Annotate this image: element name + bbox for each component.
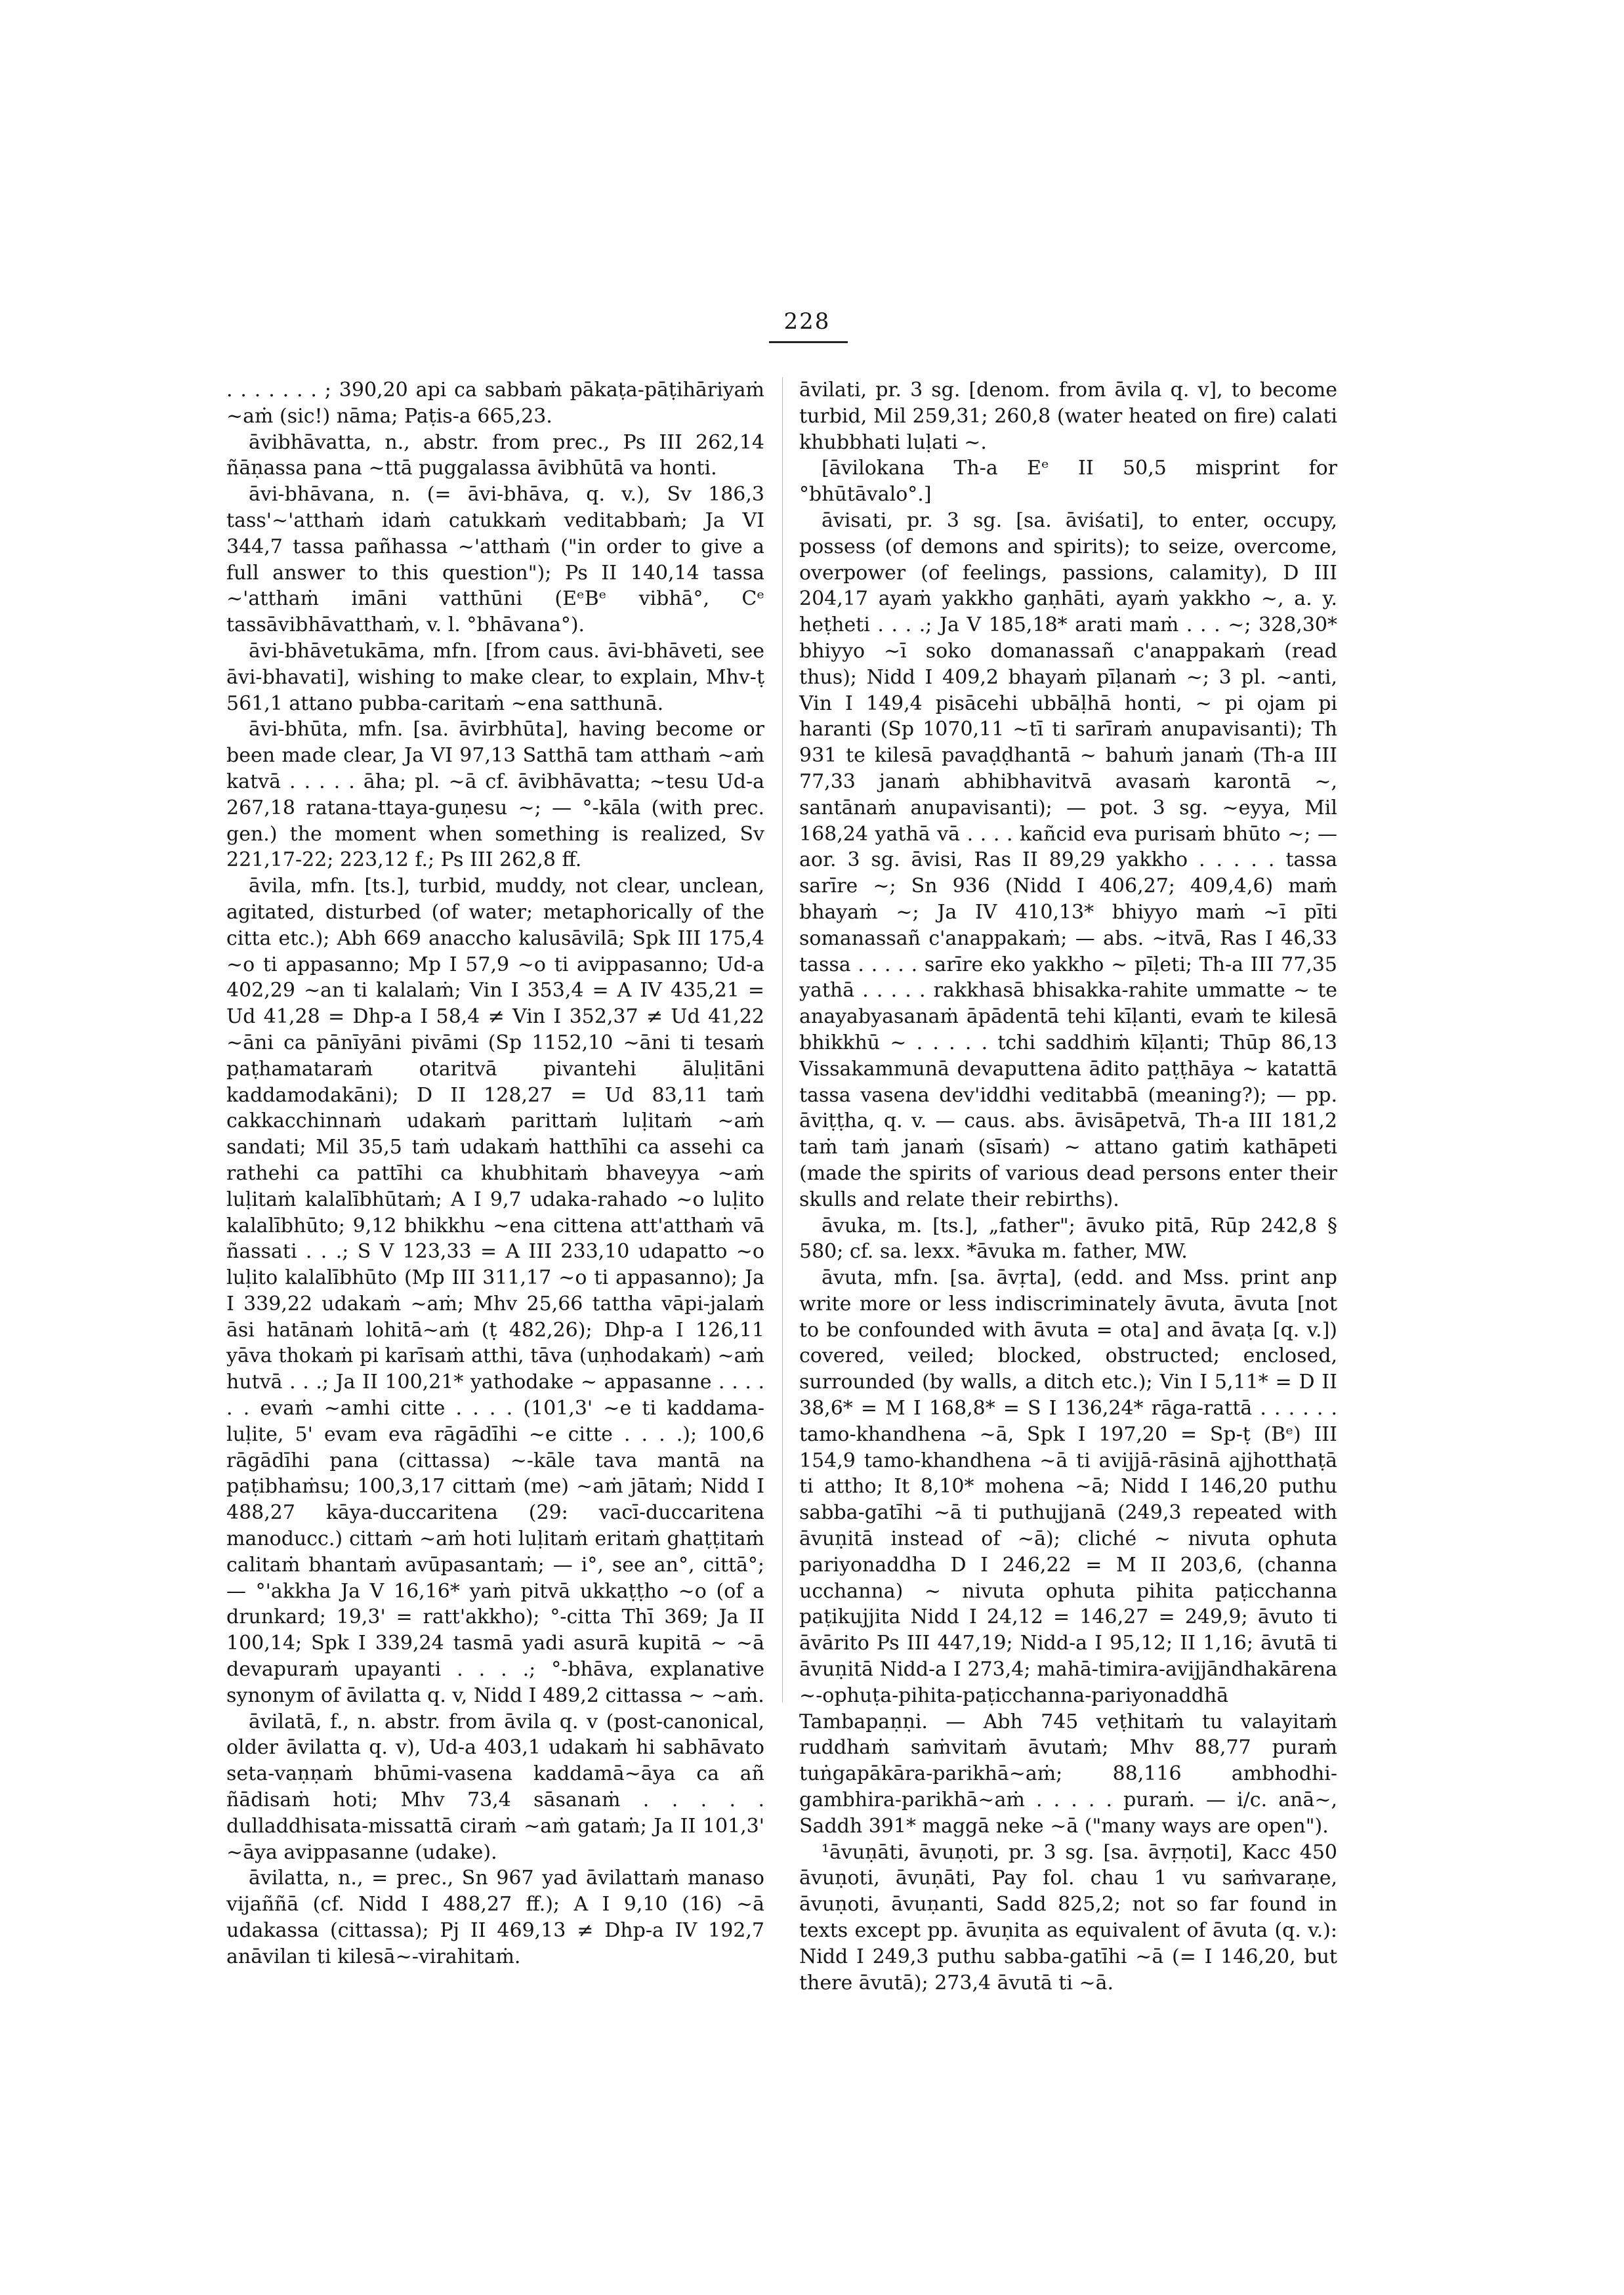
page-number: 228 [783,308,831,335]
entry-avilokana: [āvilokana Th-a Eᵉ II 50,5 misprint for °bhūtāvalo°.] [799,457,1337,507]
entry-avisati: āvisati, pr. 3 sg. [sa. āviśati], to enter, occupy, possess (of demons and spirits); to seize, overcome, overpower (of feelings, passions, calamity), D III 204,17 ayaṁ yakkho gaṇhāti, ayaṁ yakkho ~, a. y. heṭheti . . . .; Ja V 185,18* arati maṁ . . . ~; 328,30* bhiyyo ~ī soko domanassañ c'anappakaṁ (read thus); Nidd I 409,2 bhayaṁ pīḷanaṁ ~; 3 pl. ~anti, Vin I 149,4 pisācehi ubbāḷhā honti, ~ pi ojam pi haranti (Sp 1070,11 ~tī ti sarīraṁ anupavisanti); Th 931 te kilesā pavaḍḍhantā ~ bahuṁ janaṁ (Th-a III 77,33 janaṁ abhibhavitvā avasaṁ karontā ~, santānaṁ anupavisanti); — pot. 3 sg. ~eyya, Mil 168,24 yathā vā . . . . kañcid eva purisaṁ bhūto ~; — aor. 3 sg. āvisi, Ras II 89,29 yakkho . . . . . tassa sarīre ~; Sn 936 (Nidd I 406,27; 409,4,6) maṁ bhayaṁ ~; Ja IV 410,13* bhiyyo maṁ ~ī pīti somanassañ c'anappakaṁ; — abs. ~itvā, Ras I 46,33 tassa . . . . . sarīre eko yakkho ~ pīḷeti; Th-a III 77,35 yathā . . . . . rakkhasā bhisakka-rahite ummatte ~ te anayabyasanaṁ āpādentā tehi kīḷanti, evaṁ te kilesā bhikkhū ~ . . . . . tchi saddhiṁ kīḷanti; Thūp 86,13 Vissakammunā devaputtena ādito paṭṭhāya ~ katattā tassa vasena dev'iddhi veditabbā (meaning?); — pp. āviṭṭha, q. v. — caus. abs. āvisāpetvā, Th-a III 181,2 taṁ taṁ janaṁ (sīsaṁ) ~ attano gatiṁ kathāpeti (made the spirits of various dead persons enter their skulls and relate their rebirths). [799,508,1337,1211]
entry-avilati: āvilati, pr. 3 sg. [denom. from āvila q. v], to become turbid, Mil 259,31; 260,8 (water heated on fire) calati khubbhati luḷati ~. [799,379,1337,454]
entry-avi-bhuta: āvi-bhūta, mfn. [sa. āvirbhūta], having become or been made clear, Ja VI 97,13 Satthā tam atthaṁ ~aṁ katvā . . . . . āha; pl. ~ā cf. āvibhāvatta; ~tesu Ud-a 267,18 ratana-ttaya-guṇesu ~; — °-kāla (with prec. gen.) the moment when something is realized, Sv 221,17-22; 223,12 f.; Ps III 262,8 ff. [226,718,764,872]
entry-avuka: āvuka, m. [ts.], „father"; āvuko pitā, Rūp 242,8 § 580; cf. sa. lexx. *āvuka m. father, MW. [799,1214,1337,1264]
entry-continuation: . . . . . . . ; 390,20 api ca sabbaṁ pākaṭa-pāṭihāriyaṁ ~aṁ (sic!) nāma; Paṭis-a 665,23. [226,379,764,428]
column-divider [782,377,783,1703]
header-rule [769,341,848,343]
left-column [226,377,764,1970]
entry-avi-bhavana: āvi-bhāvana, n. (= āvi-bhāva, q. v.), Sv 186,3 tass'~'atthaṁ idaṁ catukkaṁ veditabbaṁ; Ja VI 344,7 tassa pañhassa ~'atthaṁ ("in order to give a full answer to this question"); Ps II 140,14 tassa ~'atthaṁ imāni vatthūni (EᵉBᵉ vibhā°, Cᵉ tassāvibhāvatthaṁ, v. l. °bhāvana°). [226,483,764,637]
entry-avilata: āvilatā, f., n. abstr. from āvila q. v (post-canonical, older āvilatta q. v), Ud-a 403,1 udakaṁ hi sabhāvato seta-vaṇṇaṁ bhūmi-vasena kaddamā~āya ca añ ñādisaṁ hoti; Mhv 73,4 sāsanaṁ . . . . . dulladdhisata-missattā ciraṁ ~aṁ gataṁ; Ja II 101,3' ~āya avippasanne (udake). [226,1710,764,1864]
entry-avila: āvila, mfn. [ts.], turbid, muddy, not clear, unclean, agitated, disturbed (of water; metaphorically of the citta etc.); Abh 669 anaccho kalusāvilā; Spk III 175,4 ~o ti appasanno; Mp I 57,9 ~o ti avippasanno; Ud-a 402,29 ~an ti kalalaṁ; Vin I 353,4 = A IV 435,21 = Ud 41,28 = Dhp-a I 58,4 ≠ Vin I 352,37 ≠ Ud 41,22 ~āni ca pānīyāni pivāmi (Sp 1152,10 ~āni ti tesaṁ paṭhamataraṁ otaritvā pivantehi āluḷitāni kaddamodakāni); D II 128,27 = Ud 83,11 taṁ cakkacchinnaṁ udakaṁ parittaṁ luḷitaṁ ~aṁ sandati; Mil 35,5 taṁ udakaṁ hatthīhi ca assehi ca rathehi ca pattīhi ca khubhitaṁ bhaveyya ~aṁ luḷitaṁ kalalībhūtaṁ; A I 9,7 udaka-rahado ~o luḷito kalalībhūto; 9,12 bhikkhu ~ena cittena att'atthaṁ vā ñassati . . .; S V 123,33 = A III 233,10 udapatto ~o luḷito kalalībhūto (Mp III 311,17 ~o ti appasanno); Ja I 339,22 udakaṁ ~aṁ; Mhv 25,66 tattha vāpi-jalaṁ āsi hatānaṁ lohitā~aṁ (ṭ 482,26); Dhp-a I 126,11 yāva thokaṁ pi karīsaṁ atthi, tāva (uṇhodakaṁ) ~aṁ hutvā . . .; Ja II 100,21* yathodake ~ appasanne . . . . . . evaṁ ~amhi citte . . . . (101,3' ~e ti kaddama-luḷite, 5' evam eva rāgādīhi ~e citte . . . .); 100,6 rāgādīhi pana (cittassa) ~-kāle tava mantā na paṭibhaṁsu; 100,3,17 cittaṁ (me) ~aṁ jātaṁ; Nidd I 488,27 kāya-duccaritena (29: vacī-duccaritena manoducc.) cittaṁ ~aṁ hoti luḷitaṁ eritaṁ ghaṭṭitaṁ calitaṁ bhantaṁ avūpasantaṁ; — i°, see an°, cittā°; — °'akkha Ja V 16,16* yaṁ pitvā ukkaṭṭho ~o (of a drunkard; 19,3' = ratt'akkho); °-citta Thī 369; Ja II 100,14; Spk I 339,24 tasmā yadi asurā kupitā ~ ~ā devapuraṁ upayanti . . . .; °-bhāva, explanative synonym of āvilatta q. v, Nidd I 489,2 cittassa ~ ~aṁ. [226,875,764,1707]
entry-avunati: ¹āvuṇāti, āvuṇoti, pr. 3 sg. [sa. āvṛṇoti], Kacc 450 āvuṇoti, āvuṇāti, Pay fol. chau 1 vu saṁvaraṇe, āvuṇoti, āvuṇanti, Sadd 825,2; not so far found in texts except pp. āvuṇita as equivalent of āvuta (q. v.): Nidd I 249,3 puthu sabba-gatīhi ~ā (= I 146,20, but there āvutā); 273,4 āvutā ti ~ā. [799,1840,1337,1995]
right-column [799,377,1337,1996]
entry-avibhavatta: āvibhāvatta, n., abstr. from prec., Ps III 262,14 ñāṇassa pana ~ttā puggalassa āvibhūtā va honti. [226,430,764,480]
entry-avuta: āvuta, mfn. [sa. āvṛta], (edd. and Mss. print anp write more or less indiscriminately āvuta, āvuta [not to be confounded with āvuta = ota] and āvaṭa [q. v.]) covered, veiled; blocked, obstructed; enclosed, surrounded (by walls, a ditch etc.); Vin I 5,11* = D II 38,6* = M I 168,8* = S I 136,24* rāga-rattā . . . . . . tamo-khandhena ~ā, Spk I 197,20 = Sp-ṭ (Bᵉ) III 154,9 tamo-khandhena ~ā ti avijjā-rāsinā ajjhotthaṭā ti attho; It 8,10* mohena ~ā; Nidd I 146,20 puthu sabba-gatīhi ~ā ti puthujjanā (249,3 repeated with āvuṇitā instead of ~ā); cliché ~ nivuta ophuta pariyonaddha D I 246,22 = M II 203,6, (channa ucchanna) ~ nivuta ophuta pihita paṭicchanna paṭikujjita Nidd I 24,12 = 146,27 = 249,9; āvuto ti āvārito Ps III 447,19; Nidd-a I 95,12; II 1,16; āvutā ti āvuṇitā Nidd-a I 273,4; mahā-timira-avijjāndhakārena ~-ophuṭa-pihita-paṭicchanna-pariyonaddhā Tambapaṇṇi. — Abh 745 veṭhitaṁ tu valayitaṁ ruddhaṁ saṁvitaṁ āvutaṁ; Mhv 88,77 puraṁ tuṅgapākāra-parikhā~aṁ; 88,116 ambhodhi-gambhira-parikhā~aṁ . . . . . puraṁ. — i/c. anā~, Saddh 391* maggā neke ~ā ("many ways are open"). [799,1266,1337,1838]
entry-avilatta: āvilatta, n., = prec., Sn 967 yad āvilattaṁ manaso vijaññā (cf. Nidd I 488,27 ff.); A I 9,10 (16) ~ā udakassa (cittassa); Pj II 469,13 ≠ Dhp-a IV 192,7 anāvilan ti kilesā~-virahitaṁ. [226,1867,764,1968]
entry-avi-bhavetukama: āvi-bhāvetukāma, mfn. [from caus. āvi-bhāveti, see āvi-bhavati], wishing to make clear, to explain, Mhv-ṭ 561,1 attano pubba-caritaṁ ~ena satthunā. [226,639,764,715]
